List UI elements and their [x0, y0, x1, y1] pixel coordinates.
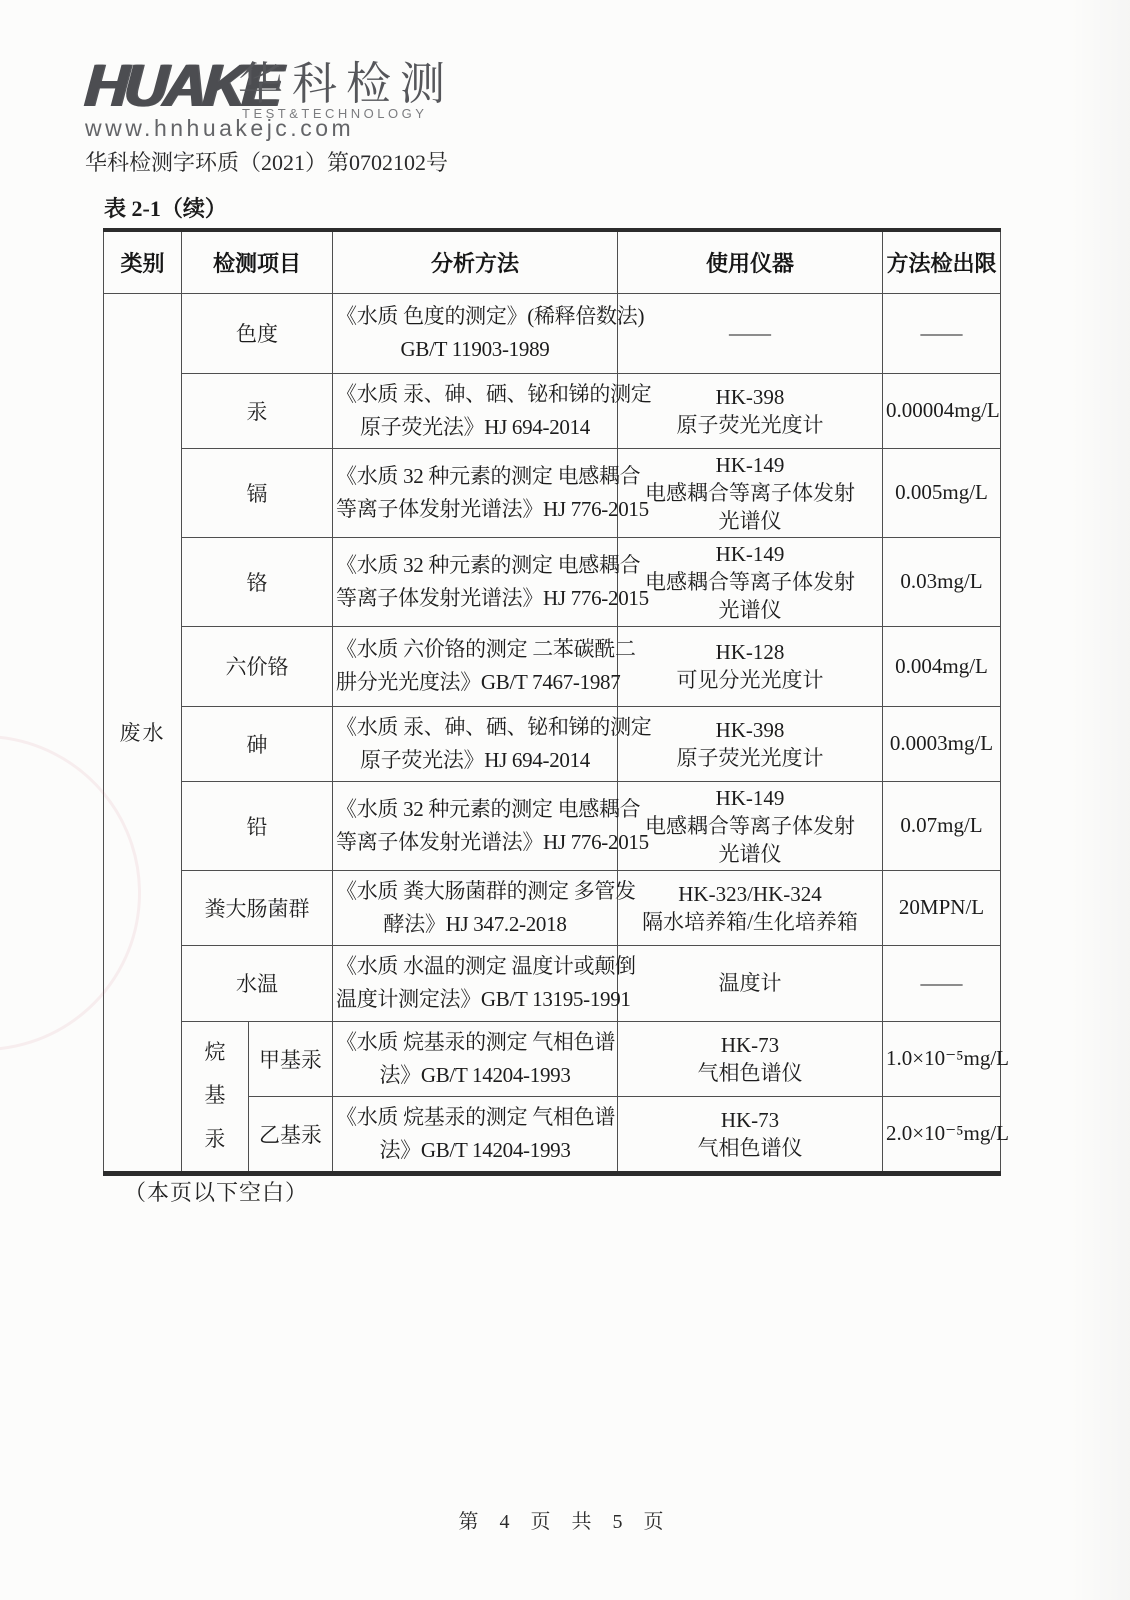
limit-cell: 2.0×10⁻⁵mg/L	[883, 1096, 1001, 1173]
item-cell: 砷	[182, 706, 333, 781]
instrument-cell: HK-323/HK-324 隔水培养箱/生化培养箱	[618, 870, 883, 945]
limit-cell: 0.005mg/L	[883, 448, 1001, 537]
item-cell: 铅	[182, 781, 333, 870]
table-row	[104, 448, 1001, 537]
logo-tagline: TEST&TECHNOLOGY	[242, 106, 428, 121]
header-analysis-method: 分析方法	[333, 230, 618, 293]
table-row	[104, 781, 1001, 870]
limit-cell: 1.0×10⁻⁵mg/L	[883, 1021, 1001, 1096]
item-cell: 铬	[182, 537, 333, 626]
item-cell: 汞	[182, 373, 333, 448]
header-test-item: 检测项目	[182, 230, 333, 293]
table-row	[104, 1021, 1001, 1096]
item-cell: 色度	[182, 293, 333, 373]
header-instrument: 使用仪器	[618, 230, 883, 293]
instrument-cell: HK-149 电感耦合等离子体发射 光谱仪	[618, 537, 883, 626]
instrument-cell: ——	[618, 293, 883, 373]
table-header-row	[104, 230, 1001, 293]
method-cell: 《水质 色度的测定》(稀释倍数法) GB/T 11903-1989	[333, 293, 618, 373]
limit-cell: 0.03mg/L	[883, 537, 1001, 626]
method-cell: 《水质 32 种元素的测定 电感耦合 等离子体发射光谱法》HJ 776-2015	[333, 781, 618, 870]
table-row	[104, 537, 1001, 626]
table-row	[104, 373, 1001, 448]
limit-cell: ——	[883, 293, 1001, 373]
method-cell: 《水质 32 种元素的测定 电感耦合 等离子体发射光谱法》HJ 776-2015	[333, 537, 618, 626]
scan-edge-shading	[1070, 0, 1130, 1600]
logo-chinese-name: 华科检测	[238, 59, 455, 109]
logo-huake-wordmark: HUAKE	[81, 52, 280, 119]
test-methods-table	[103, 228, 1010, 1176]
item-cell: 乙基汞	[249, 1096, 333, 1173]
item-cell: 水温	[182, 945, 333, 1021]
table-title: 表 2-1（续）	[104, 196, 227, 221]
item-cell: 镉	[182, 448, 333, 537]
limit-cell: ——	[883, 945, 1001, 1021]
instrument-cell: HK-73 气相色谱仪	[618, 1021, 883, 1096]
instrument-cell: HK-73 气相色谱仪	[618, 1096, 883, 1173]
instrument-cell: HK-398 原子荧光光度计	[618, 373, 883, 448]
report-number: 华科检测字环质（2021）第0702102号	[85, 150, 449, 175]
instrument-cell: 温度计	[618, 945, 883, 1021]
limit-cell: 20MPN/L	[883, 870, 1001, 945]
limit-cell: 0.0003mg/L	[883, 706, 1001, 781]
instrument-cell: HK-128 可见分光光度计	[618, 626, 883, 706]
table-row	[104, 706, 1001, 781]
instrument-cell: HK-398 原子荧光光度计	[618, 706, 883, 781]
method-cell: 《水质 水温的测定 温度计或颠倒 温度计测定法》GB/T 13195-1991	[333, 945, 618, 1021]
header-detection-limit: 方法检出限	[883, 230, 1001, 293]
instrument-cell: HK-149 电感耦合等离子体发射 光谱仪	[618, 448, 883, 537]
page-number-indicator: 第 4 页 共 5 页	[458, 1511, 672, 1533]
item-cell: 六价铬	[182, 626, 333, 706]
item-cell: 甲基汞	[249, 1021, 333, 1096]
table-row	[104, 945, 1001, 1021]
table-row	[104, 626, 1001, 706]
limit-cell: 0.004mg/L	[883, 626, 1001, 706]
table-row	[104, 870, 1001, 945]
method-cell: 《水质 粪大肠菌群的测定 多管发 酵法》HJ 347.2-2018	[333, 870, 618, 945]
alkyl-mercury-group-cell	[182, 1021, 249, 1173]
method-cell: 《水质 六价铬的测定 二苯碳酰二 肼分光光度法》GB/T 7467-1987	[333, 626, 618, 706]
alkyl-mercury-vertical-label: 烷基汞	[204, 1040, 226, 1151]
blank-below-note: （本页以下空白）	[124, 1180, 309, 1205]
instrument-cell: HK-149 电感耦合等离子体发射 光谱仪	[618, 781, 883, 870]
item-cell: 粪大肠菌群	[182, 870, 333, 945]
method-cell: 《水质 32 种元素的测定 电感耦合 等离子体发射光谱法》HJ 776-2015	[333, 448, 618, 537]
limit-cell: 0.07mg/L	[883, 781, 1001, 870]
method-cell: 《水质 烷基汞的测定 气相色谱 法》GB/T 14204-1993	[333, 1021, 618, 1096]
limit-cell: 0.00004mg/L	[883, 373, 1001, 448]
logo-website-url: www.hnhuakejc.com	[85, 115, 355, 141]
header-category: 类别	[104, 230, 182, 293]
method-cell: 《水质 汞、砷、硒、铋和锑的测定 原子荧光法》HJ 694-2014	[333, 706, 618, 781]
method-cell: 《水质 汞、砷、硒、铋和锑的测定 原子荧光法》HJ 694-2014	[333, 373, 618, 448]
category-cell: 废水	[104, 293, 182, 1173]
method-cell: 《水质 烷基汞的测定 气相色谱 法》GB/T 14204-1993	[333, 1096, 618, 1173]
table-row	[104, 293, 1001, 373]
